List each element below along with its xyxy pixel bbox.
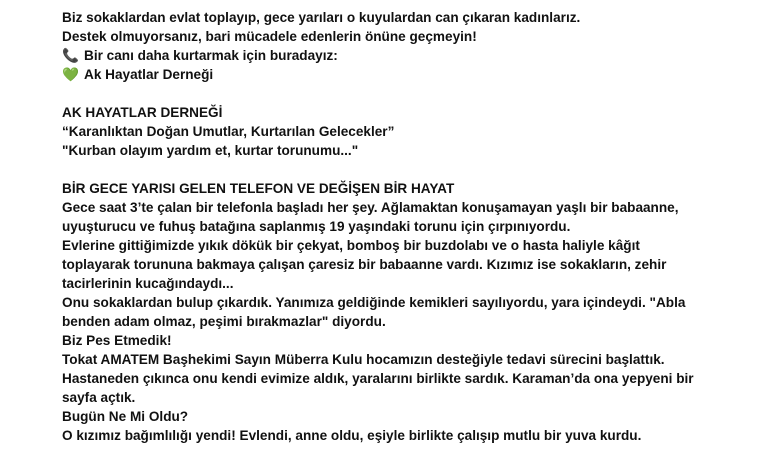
phone-icon: 📞	[62, 48, 79, 63]
org-title: AK HAYATLAR DERNEĞİ	[62, 105, 223, 120]
story-subheading: Bugün Ne Mi Oldu?	[62, 409, 189, 424]
intro-line-1: Biz sokaklardan evlat toplayıp, gece yarıları o kuyulardan can çıkaran kadınlarız.	[62, 10, 581, 25]
story-line: Tokat AMATEM Başhekimi Sayın Müberra Kulu hocamızın desteğiyle tedavi sürecini başlattık.	[62, 352, 665, 367]
intro-line-3	[62, 46, 762, 65]
story-line: Gece saat 3’te çalan bir telefonla başladı her şey. Ağlamaktan konuşamayan yaşlı bir babaanne,	[62, 200, 679, 215]
rescue-text: Bir canı daha kurtarmak için buradayız:	[84, 48, 338, 63]
spacer	[62, 160, 762, 179]
story-line: tacirlerinin kucağındaydı...	[62, 276, 234, 291]
document-body	[62, 8, 762, 445]
spacer	[62, 84, 762, 103]
association-name: Ak Hayatlar Derneği	[84, 67, 214, 82]
story-subheading: Biz Pes Etmedik!	[62, 333, 172, 348]
green-heart-icon: 💚	[62, 67, 79, 82]
story-line: toplayarak torununa bakmaya çalışan çaresiz bir babaanne vardı. Kızımız ise sokakların, zehir	[62, 257, 667, 272]
org-motto: “Karanlıktan Doğan Umutlar, Kurtarılan Gelecekler”	[62, 124, 395, 139]
org-quote: "Kurban olayım yardım et, kurtar torunumu..."	[62, 143, 359, 158]
story-heading: BİR GECE YARISI GELEN TELEFON VE DEĞİŞEN BİR HAYAT	[62, 181, 455, 196]
intro-line-4	[62, 65, 762, 84]
story-line: Onu sokaklardan bulup çıkardık. Yanımıza geldiğinde kemikleri sayılıyordu, yara içindeydi. "Abla	[62, 295, 686, 310]
story-line: sayfa açtık.	[62, 390, 136, 405]
story-line: Evlerine gittiğimizde yıkık dökük bir çekyat, bomboş bir buzdolabı ve o hasta haliyle kâğıt	[62, 238, 640, 253]
story-line: uyuşturucu ve fuhuş batağına saplanmış 19 yaşındaki torunu için çırpınıyordu.	[62, 219, 571, 234]
story-line: Hastaneden çıkınca onu kendi evimize aldık, yaralarını birlikte sardık. Karaman’da ona yepyeni bir	[62, 371, 694, 386]
story-line: O kızımız bağımlılığı yendi! Evlendi, anne oldu, eşiyle birlikte çalışıp mutlu bir yuva kurdu.	[62, 428, 642, 443]
intro-line-2: Destek olmuyorsanız, bari mücadele edenlerin önüne geçmeyin!	[62, 29, 477, 44]
story-line: benden adam olmaz, peşimi bırakmazlar" diyordu.	[62, 314, 386, 329]
